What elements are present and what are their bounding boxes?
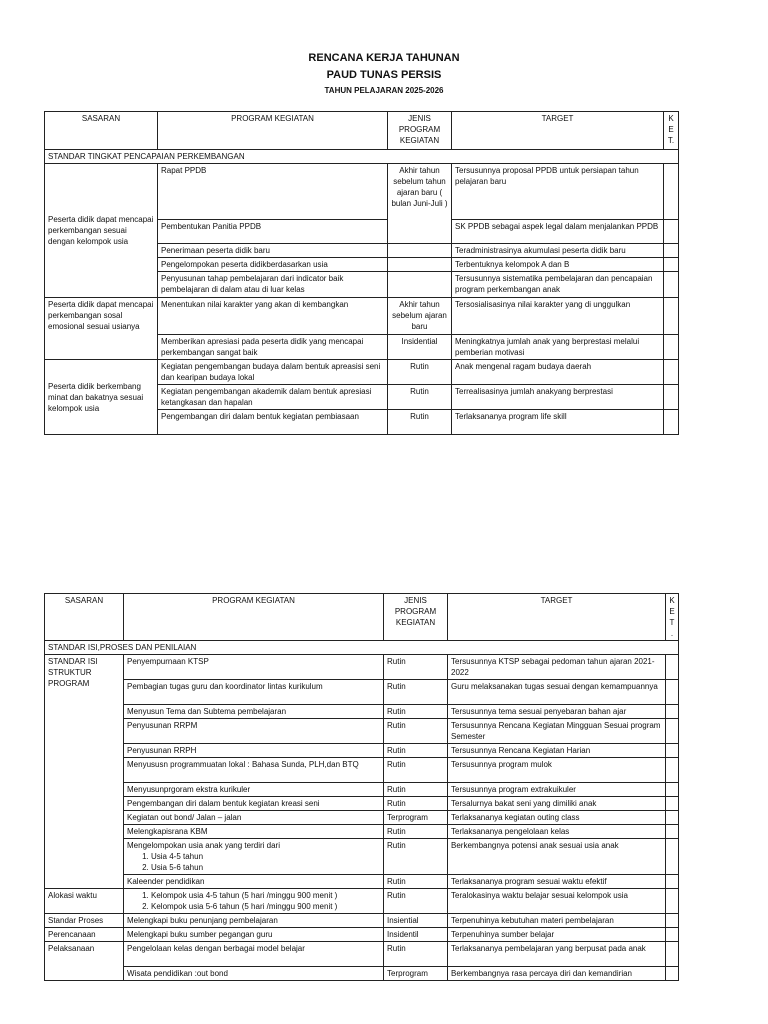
- jenis-cell: [388, 244, 452, 258]
- jenis-cell: Rutin: [384, 889, 448, 914]
- ket-cell: [664, 220, 679, 244]
- ket-cell: [664, 298, 679, 335]
- age-group-list: [127, 851, 380, 873]
- table-row: [45, 680, 679, 705]
- program-cell: Menyusun Tema dan Subtema pembelajaran: [124, 705, 384, 719]
- jenis-cell: Insidentil: [384, 928, 448, 942]
- table-row: [45, 744, 679, 758]
- jenis-cell: Akhir tahun sebelum tahun ajaran baru ( bulan Juni-Juli ): [388, 164, 452, 244]
- target-cell: Terlaksananya kegiatan outing class: [448, 811, 666, 825]
- jenis-cell: Rutin: [384, 719, 448, 744]
- table-row: [45, 797, 679, 811]
- program-cell: Kegiatan pengembangan akademik dalam bentuk apresiasi ketangkasan dan hapalan: [158, 385, 388, 410]
- allocation-list: [127, 890, 380, 912]
- jenis-cell: Rutin: [384, 839, 448, 875]
- target-cell: Tersusunnya sistematika pembelajaran dan pencapaian program perkembangan anak: [452, 272, 664, 298]
- header-jenis: JENIS PROGRAM KEGIATAN: [384, 594, 448, 641]
- header-sasaran: SASARAN: [45, 594, 124, 641]
- ket-cell: [666, 705, 679, 719]
- target-cell: Tersalurnya bakat seni yang dimiliki anak: [448, 797, 666, 811]
- target-cell: Teradministrasinya akumulasi peserta didik baru: [452, 244, 664, 258]
- header-program: PROGRAM KEGIATAN: [158, 112, 388, 150]
- program-cell: Melengkapisrana KBM: [124, 825, 384, 839]
- table-row: [45, 942, 679, 967]
- target-cell: Terlaksananya program life skill: [452, 410, 664, 435]
- header-program: PROGRAM KEGIATAN: [124, 594, 384, 641]
- program-cell: Pengelompokan peserta didikberdasarkan usia: [158, 258, 388, 272]
- table-row: [45, 914, 679, 928]
- target-cell: Berkembangnya rasa percaya diri dan kemandirian: [448, 967, 666, 981]
- header-sasaran: SASARAN: [45, 112, 158, 150]
- ket-cell: [666, 839, 679, 875]
- target-cell: Tersusunnya program mulok: [448, 758, 666, 783]
- program-cell: Penyusunan RRPH: [124, 744, 384, 758]
- target-cell: Guru melaksanakan tugas sesuai dengan kemampuannya: [448, 680, 666, 705]
- target-cell: Tersusunnya proposal PPDB untuk persiapan tahun pelajaran baru: [452, 164, 664, 220]
- target-cell: Terlaksananya pengelolaan kelas: [448, 825, 666, 839]
- jenis-cell: [388, 272, 452, 298]
- section-title: STANDAR TINGKAT PENCAPAIAN PERKEMBANGAN: [45, 150, 679, 164]
- target-cell: Terbentuknya kelompok A dan B: [452, 258, 664, 272]
- sasaran-cell: Peserta didik dapat mencapai perkembangan sosal emosional sesuai usianya: [45, 298, 158, 360]
- program-text: Mengelompokan usia anak yang terdiri dari: [127, 841, 280, 850]
- table-row: [45, 825, 679, 839]
- ket-cell: [666, 875, 679, 889]
- ket-cell: [666, 889, 679, 914]
- work-plan-table-1: [44, 111, 679, 435]
- jenis-cell: Rutin: [384, 875, 448, 889]
- sasaran-cell: Perencanaan: [45, 928, 124, 942]
- document-title: RENCANA KERJA TAHUNAN: [308, 52, 460, 64]
- sasaran-cell: Pelaksanaan: [45, 942, 124, 981]
- table-row: [45, 298, 679, 335]
- target-cell: Teralokasinya waktu belajar sesuai kelompok usia: [448, 889, 666, 914]
- table-row: [45, 705, 679, 719]
- program-cell: Kaleender pendidikan: [124, 875, 384, 889]
- ket-cell: [666, 744, 679, 758]
- table-header-row: [45, 112, 679, 150]
- target-cell: Terrealisasinya jumlah anakyang berprestasi: [452, 385, 664, 410]
- target-cell: Terpenuhinya sumber belajar: [448, 928, 666, 942]
- section-title: STANDAR ISI,PROSES DAN PENILAIAN: [45, 641, 679, 655]
- program-cell: Menyusunprgoram ekstra kurikuler: [124, 783, 384, 797]
- target-cell: Anak mengenal ragam budaya daerah: [452, 360, 664, 385]
- jenis-cell: Rutin: [384, 744, 448, 758]
- program-cell: Rapat PPDB: [158, 164, 388, 220]
- ket-cell: [666, 680, 679, 705]
- program-cell: Kegiatan out bond/ Jalan – jalan: [124, 811, 384, 825]
- table-row: [45, 889, 679, 914]
- program-cell: Penyusunan RRPM: [124, 719, 384, 744]
- program-cell: Melengkapi buku sumber pegangan guru: [124, 928, 384, 942]
- jenis-cell: Rutin: [384, 655, 448, 680]
- target-cell: Terlaksananya program sesuai waktu efektif: [448, 875, 666, 889]
- header-target: TARGET: [452, 112, 664, 150]
- target-cell: Tersusunnya tema sesuai penyebaran bahan ajar: [448, 705, 666, 719]
- target-cell: Tersusunnya KTSP sebagai pedoman tahun ajaran 2021-2022: [448, 655, 666, 680]
- section-row: [45, 641, 679, 655]
- program-cell: Pembagian tugas guru dan koordinator lintas kurikulum: [124, 680, 384, 705]
- sasaran-cell: Alokasi waktu: [45, 889, 124, 914]
- jenis-cell: Insidential: [388, 335, 452, 360]
- program-cell: [124, 839, 384, 875]
- program-cell: Pengembangan diri dalam bentuk kegiatan kreasi seni: [124, 797, 384, 811]
- jenis-cell: Rutin: [384, 680, 448, 705]
- jenis-cell: Rutin: [384, 705, 448, 719]
- jenis-cell: Rutin: [388, 360, 452, 385]
- target-cell: Tersosialisasinya nilai karakter yang di unggulkan: [452, 298, 664, 335]
- sasaran-cell: Peserta didik dapat mencapai perkembangan sesuai dengan kelompok usia: [45, 164, 158, 298]
- section-row: [45, 150, 679, 164]
- jenis-cell: Insiential: [384, 914, 448, 928]
- header-ket: KET.: [664, 112, 679, 150]
- jenis-cell: Rutin: [384, 825, 448, 839]
- header-ket: KET.: [666, 594, 679, 641]
- list-item: 2. Kelompok usia 5-6 tahun (5 hari /minggu 900 menit ): [151, 901, 380, 912]
- jenis-cell: Rutin: [384, 758, 448, 783]
- list-item: 1. Usia 4-5 tahun: [151, 851, 380, 862]
- sasaran-cell: STANDAR ISI STRUKTUR PROGRAM: [45, 655, 124, 889]
- program-cell: Pembentukan Panitia PPDB: [158, 220, 388, 244]
- ket-cell: [666, 797, 679, 811]
- table-row: [45, 967, 679, 981]
- ket-cell: [666, 783, 679, 797]
- program-cell: Menentukan nilai karakter yang akan di kembangkan: [158, 298, 388, 335]
- target-cell: Tersusunnya Rencana Kegiatan Mingguan Sesuai program Semester: [448, 719, 666, 744]
- jenis-cell: Rutin: [384, 783, 448, 797]
- ket-cell: [666, 928, 679, 942]
- ket-cell: [666, 914, 679, 928]
- target-cell: Terpenuhinya kebutuhan materi pembelajaran: [448, 914, 666, 928]
- table-row: [45, 758, 679, 783]
- program-cell: Kegiatan pengembangan budaya dalam bentuk apreasisi seni dan kearipan budaya lokal: [158, 360, 388, 385]
- program-cell: Memberikan apresiasi pada peserta didik yang mencapai perkembangan sangat baik: [158, 335, 388, 360]
- academic-year: TAHUN PELAJARAN 2025-2026: [324, 86, 444, 95]
- table-row: [45, 164, 679, 220]
- table-row: [45, 360, 679, 385]
- ket-cell: [664, 360, 679, 385]
- program-cell: Penyusunan tahap pembelajaran dari indicator baik pembelajaran di dalam atau di luar kelas: [158, 272, 388, 298]
- ket-cell: [664, 410, 679, 435]
- table-row: [45, 811, 679, 825]
- target-cell: Berkembangnya potensi anak sesuai usia anak: [448, 839, 666, 875]
- ket-cell: [666, 719, 679, 744]
- sasaran-cell: Peserta didik berkembang minat dan bakatnya sesuai kelompok usia: [45, 360, 158, 435]
- jenis-cell: Rutin: [384, 797, 448, 811]
- jenis-cell: Rutin: [388, 410, 452, 435]
- ket-cell: [664, 335, 679, 360]
- jenis-cell: Terprogram: [384, 967, 448, 981]
- target-cell: Tersusunnya program extrakuikuler: [448, 783, 666, 797]
- ket-cell: [666, 655, 679, 680]
- jenis-cell: Rutin: [384, 942, 448, 967]
- ket-cell: [666, 825, 679, 839]
- sasaran-cell: Standar Proses: [45, 914, 124, 928]
- header-jenis: JENIS PROGRAM KEGIATAN: [388, 112, 452, 150]
- ket-cell: [664, 272, 679, 298]
- ket-cell: [666, 758, 679, 783]
- target-cell: Terlaksananya pembelajaran yang berpusat pada anak: [448, 942, 666, 967]
- target-cell: Meningkatnya jumlah anak yang berprestasi melalui pemberian motivasi: [452, 335, 664, 360]
- table-header-row: [45, 594, 679, 641]
- table-row: [45, 928, 679, 942]
- list-item: 1. Kelompok usia 4-5 tahun (5 hari /minggu 900 menit ): [151, 890, 380, 901]
- header-target: TARGET: [448, 594, 666, 641]
- jenis-cell: [388, 258, 452, 272]
- program-cell: Wisata pendidikan :out bond: [124, 967, 384, 981]
- program-cell: Melengkapi buku penunjang pembelajaran: [124, 914, 384, 928]
- jenis-cell: Rutin: [388, 385, 452, 410]
- ket-cell: [666, 942, 679, 967]
- target-cell: Tersusunnya Rencana Kegiatan Harian: [448, 744, 666, 758]
- ket-cell: [664, 258, 679, 272]
- program-cell: [124, 889, 384, 914]
- program-cell: Pengembangan diri dalam bentuk kegiatan pembiasaan: [158, 410, 388, 435]
- ket-cell: [664, 164, 679, 220]
- table-row: [45, 719, 679, 744]
- table-row: [45, 655, 679, 680]
- program-cell: Menyususn programmuatan lokal : Bahasa Sunda, PLH,dan BTQ: [124, 758, 384, 783]
- table-row: [45, 839, 679, 875]
- program-cell: Penyempurnaan KTSP: [124, 655, 384, 680]
- ket-cell: [664, 244, 679, 258]
- table-row: [45, 875, 679, 889]
- program-cell: Penerimaan peserta didik baru: [158, 244, 388, 258]
- jenis-cell: Terprogram: [384, 811, 448, 825]
- program-cell: Pengelolaan kelas dengan berbagai model belajar: [124, 942, 384, 967]
- work-plan-table-2: [44, 593, 679, 981]
- ket-cell: [666, 967, 679, 981]
- ket-cell: [664, 385, 679, 410]
- jenis-cell: Akhir tahun sebelum ajaran baru: [388, 298, 452, 335]
- table-row: [45, 783, 679, 797]
- list-item: 2. Usia 5-6 tahun: [151, 862, 380, 873]
- ket-cell: [666, 811, 679, 825]
- school-name: PAUD TUNAS PERSIS: [326, 69, 442, 81]
- target-cell: SK PPDB sebagai aspek legal dalam menjalankan PPDB: [452, 220, 664, 244]
